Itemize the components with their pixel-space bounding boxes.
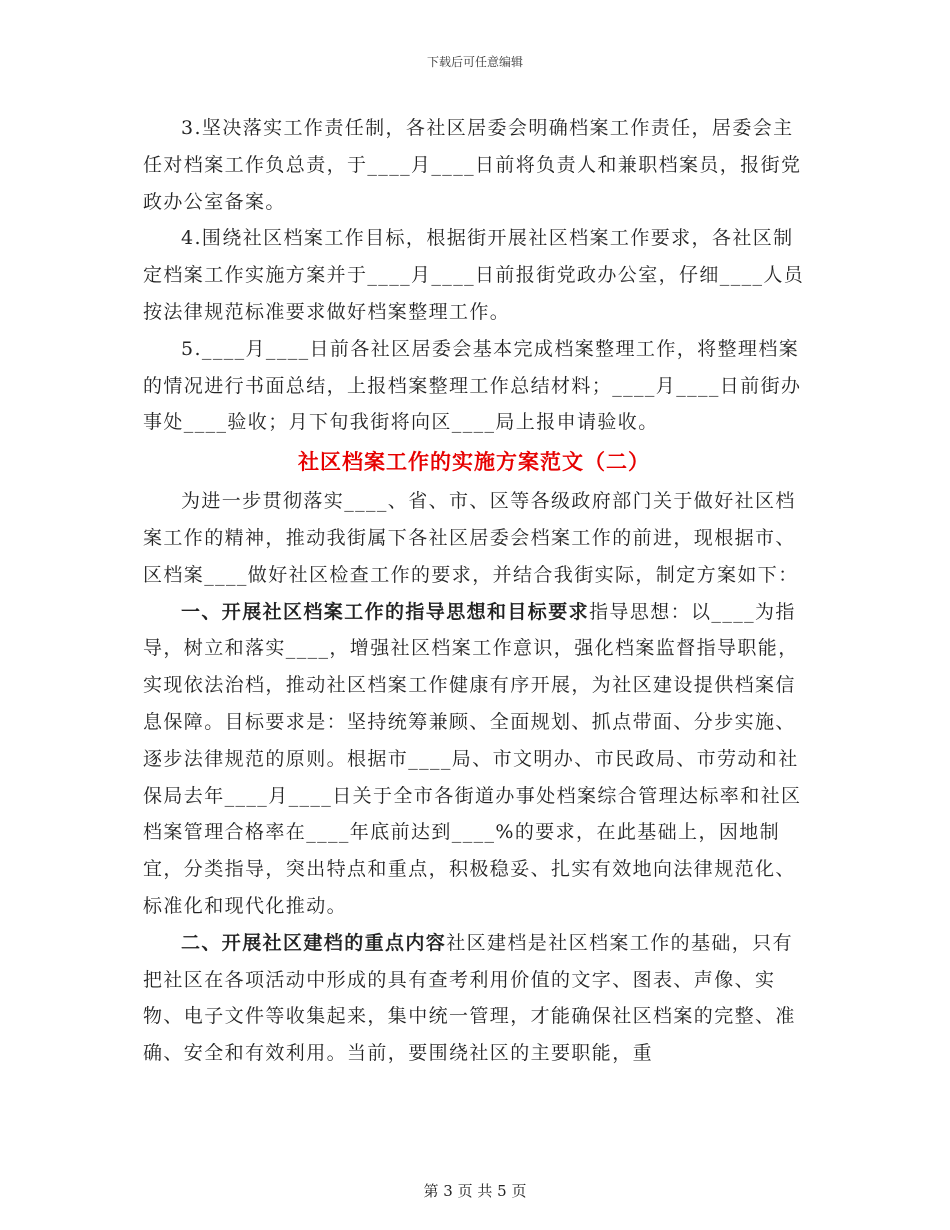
- paragraph-item-4: 4.围绕社区档案工作目标，根据街开展社区档案工作要求，各社区制定档案工作实施方案并于____月____日前报街党政办公室，仔细____人员按法律规范标准要求做好档案整理工作。: [143, 227, 805, 323]
- intro-paragraph: 为进一步贯彻落实____、省、市、区等各级政府部门关于做好社区档案工作的精神，推动我街属下各社区居委会档案工作的前进，现根据市、区档案____做好社区检查工作的要求，并结合我街实际，制定方案如下：: [143, 490, 799, 586]
- paragraph-item-5: 5.____月____日前各社区居委会基本完成档案整理工作，将整理档案的情况进行书面总结，上报档案整理工作总结材料；____月____日前街办事处____验收；月下旬我街将向区____局上报申请验收。: [143, 337, 802, 434]
- section-1-paragraph: [143, 594, 805, 925]
- paragraph-item-3: 3.坚决落实工作责任制，各社区居委会明确档案工作责任，居委会主任对档案工作负总责，于____月____日前将负责人和兼职档案员，报街党政办公室备案。: [143, 117, 802, 213]
- section-2-heading: 二、开展社区建档的重点内容: [181, 931, 447, 954]
- page-footer: 第 3 页 共 5 页: [423, 1182, 527, 1200]
- section-1-heading: 一、开展社区档案工作的指导思想和目标要求: [181, 600, 590, 623]
- document-body: [143, 110, 805, 1072]
- page-header: 下载后可任意编辑: [426, 55, 523, 69]
- section-1-text: 指导思想：以____为指导，树立和落实____，增强社区档案工作意识，强化档案监督指导职能，实现依法治档，推动社区档案工作健康有序开展，为社区建设提供档案信息保障。目标要求是：坚持统筹兼顾、全面规划、抓点带面、分步实施、逐步法律规范的原则。根据市____局、市文明办、市民政局、市劳动和社保局去年____月____日关于全市各街道办事处档案综合管理达标率和社区档案管理合格率在____年底前达到____%的要求，在此基础上，因地制宜，分类指导，突出特点和重点，积极稳妥、扎实有效地向法律规范化、标准化和现代化推动。: [143, 600, 802, 917]
- section-2-text: 社区建档是社区档案工作的基础，只有把社区在各项活动中形成的具有查考利用价值的文字、图表、声像、实物、电子文件等收集起来，集中统一管理，才能确保社区档案的完整、准确、安全和有效利用。当前，要围绕社区的主要职能，重: [143, 931, 796, 1065]
- section-2-paragraph: [143, 925, 805, 1072]
- section-title: 社区档案工作的实施方案范文（二）: [298, 449, 650, 475]
